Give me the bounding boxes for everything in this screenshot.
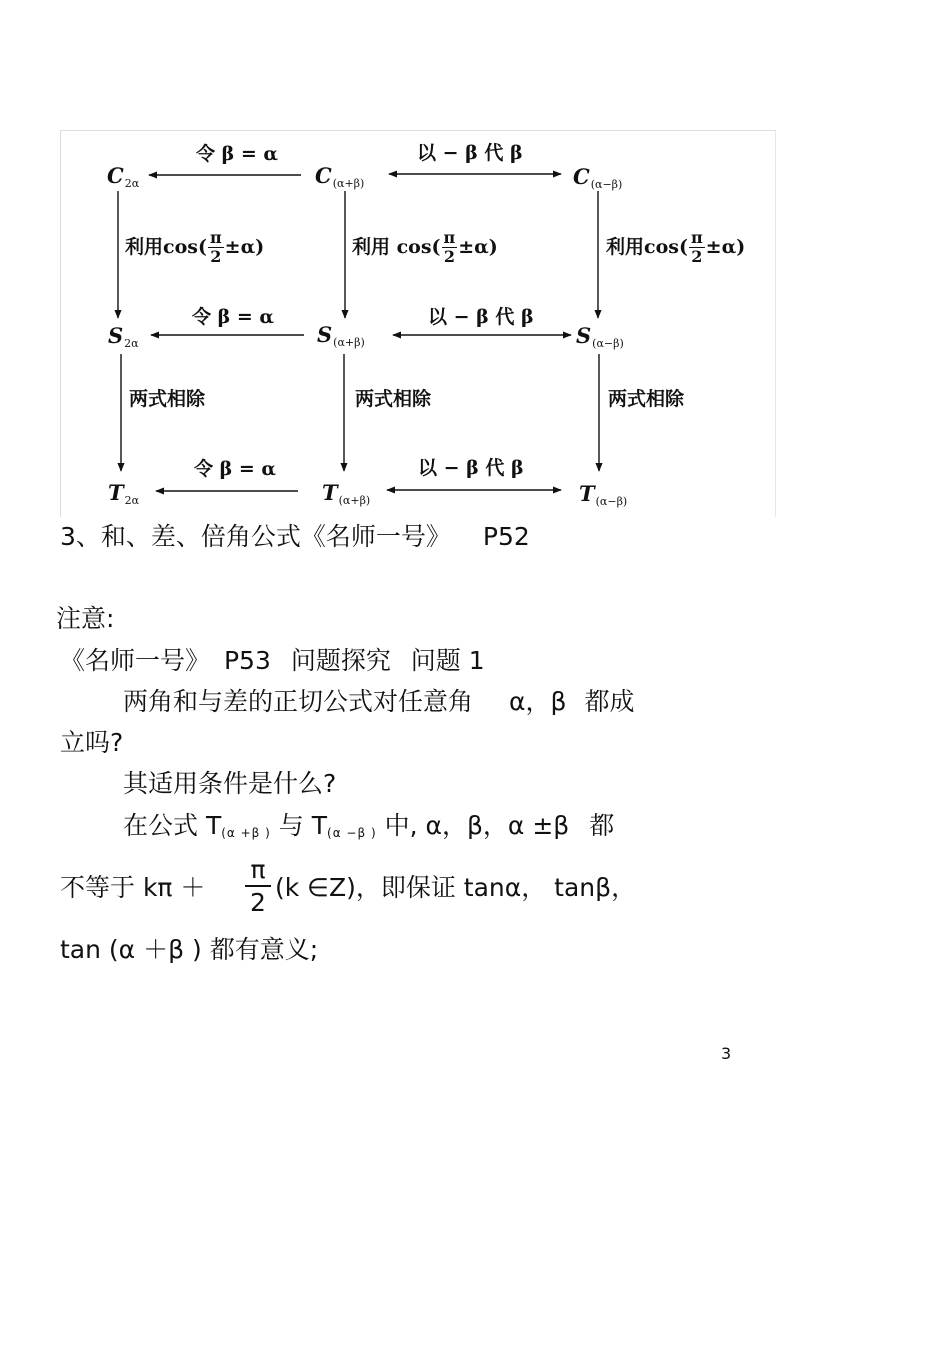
node-s-alpha-plus-beta: $S_{(\alpha+\beta)}$ [317, 322, 365, 349]
reference-line: 《名师一号》 P53 问题探究 问题 1 [60, 646, 485, 675]
node-c-alpha-plus-beta: $C_{(\alpha+\beta)}$ [315, 163, 365, 190]
label-let-beta-row2: 令 β = α [192, 306, 275, 328]
page-number: 3 [721, 1044, 732, 1063]
answer-line-2-right: (k ∈Z)，即保证 tanα， tanβ， [275, 873, 637, 902]
label-divide-middle: 两式相除 [355, 388, 432, 410]
node-c-2a: $C_{2\alpha}$ [107, 163, 140, 190]
pi-over-2-fraction: $\frac{\pi}{2}$ [690, 228, 703, 266]
formula-relationship-diagram [60, 130, 776, 517]
label-divide-left: 两式相除 [129, 388, 206, 410]
label-use-cos-left: 利用cos( $\frac{\pi}{2}$ ±α) [125, 228, 265, 266]
label-let-beta-row3: 令 β = α [194, 458, 277, 480]
label-replace-beta-row3: 以 − β 代 β [418, 457, 524, 479]
section-title: 3、和、差、倍角公式《名师一号》 P52 [60, 522, 530, 551]
question-line-2: 立吗? [60, 728, 124, 757]
label-replace-beta-row1: 以 − β 代 β [417, 142, 523, 164]
answer-line-2-left: 不等于 kπ ＋ [60, 873, 206, 902]
pi-over-2-fraction: $\frac{\pi}{2}$ [209, 228, 222, 266]
node-s-2a: $S_{2\alpha}$ [108, 323, 139, 350]
answer-line-3: tan (α ＋β ) 都有意义; [60, 935, 319, 964]
node-c-alpha-minus-beta: $C_{(\alpha-\beta)}$ [573, 164, 623, 191]
answer-line-1: 在公式 T(α +β ) 与 T(α −β ) 中, α，β，α ±β 都 [123, 811, 615, 840]
node-t-alpha-minus-beta: $T_{(\alpha-\beta)}$ [579, 481, 628, 508]
label-divide-right: 两式相除 [608, 388, 685, 410]
question-condition: 其适用条件是什么? [123, 769, 337, 798]
note-heading: 注意: [56, 604, 115, 633]
node-t-2a: $T_{2\alpha}$ [108, 480, 140, 507]
label-replace-beta-row2: 以 − β 代 β [428, 306, 534, 328]
question-line-1: 两角和与差的正切公式对任意角 α，β 都成 [123, 687, 635, 716]
pi-over-2-fraction: $\frac{\pi}{2}$ [443, 228, 456, 266]
pi-over-2-fraction: π 2 [243, 855, 273, 917]
label-use-cos-middle: 利用 cos( $\frac{\pi}{2}$ ±α) [352, 228, 498, 266]
node-t-alpha-plus-beta: $T_{(\alpha+\beta)}$ [322, 480, 371, 507]
label-let-beta-row1: 令 β = α [196, 143, 279, 165]
node-s-alpha-minus-beta: $S_{(\alpha-\beta)}$ [576, 323, 624, 350]
label-use-cos-right: 利用cos( $\frac{\pi}{2}$ ±α) [606, 228, 746, 266]
